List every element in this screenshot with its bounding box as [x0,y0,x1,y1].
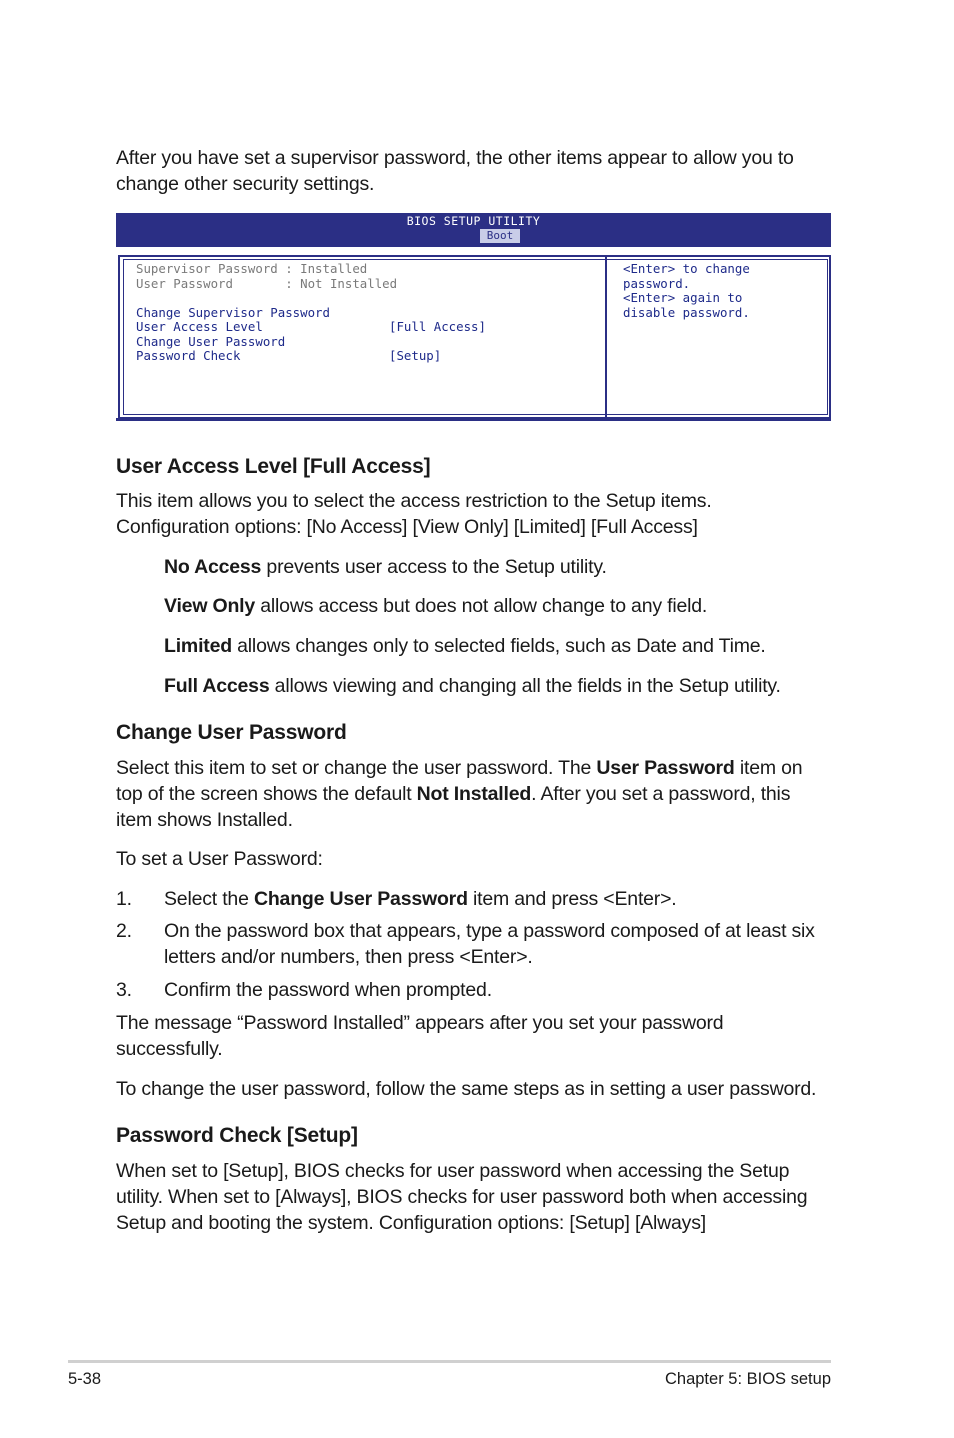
step-text: Confirm the password when prompted. [164,979,492,1001]
footer-rule [68,1360,831,1363]
s2-message-line: The message “Password Installed” appears after you set your password [116,1012,724,1034]
bios-tab-boot[interactable]: Boot [480,229,520,243]
bios-item-password-check[interactable]: Password Check [136,348,241,363]
s1-paragraph-line: This item allows you to select the access restriction to the Setup items. [116,490,712,512]
option-full-access: Full Access allows viewing and changing all the fields in the Setup utility. [164,675,781,697]
bios-header [116,213,831,247]
chapter-title: Chapter 5: BIOS setup [664,1370,831,1388]
option-no-access: No Access prevents user access to the Setup utility. [164,556,607,578]
s3-paragraph-line: When set to [Setup], BIOS checks for user password when accessing the Setup [116,1160,790,1182]
step-number: 3. [116,979,132,1001]
bios-screenshot [116,213,831,421]
s2-paragraph-line: item shows Installed. [116,809,293,831]
step-text: Select the Change User Password item and press <Enter>. [164,888,677,910]
s1-paragraph-line: Configuration options: [No Access] [View Only] [Limited] [Full Access] [116,516,698,538]
bios-help-line: disable password. [623,304,750,320]
bios-help-line: <Enter> again to [623,290,743,305]
option-view-only: View Only allows access but does not allow change to any field. [164,595,708,617]
bios-status-supervisor: Supervisor Password : Installed [136,261,368,276]
s2-change-note: To change the user password, follow the same steps as in setting a user password. [116,1078,817,1100]
step-number: 1. [116,888,132,910]
s3-paragraph-line: utility. When set to [Always], BIOS checks for user password both when accessing [116,1186,808,1208]
s2-paragraph-line: top of the screen shows the default Not Installed. After you set a password, this [116,783,791,805]
heading-change-user-password: Change User Password [116,721,347,744]
bios-value-user-access-level[interactable]: [Full Access] [389,319,486,334]
step-number: 2. [116,920,132,942]
intro-paragraph: After you have set a supervisor password, the other items appear to allow you to change other security settings. [116,147,794,195]
bios-value-password-check[interactable]: [Setup] [389,348,442,363]
heading-user-access-level: User Access Level [Full Access] [116,455,431,478]
heading-password-check: Password Check [Setup] [116,1124,358,1147]
bios-item-user-access-level[interactable]: User Access Level [136,319,263,334]
s3-paragraph-line: Setup and booting the system. Configuration options: [Setup] [Always] [116,1212,706,1234]
bios-item-change-user-password[interactable]: Change User Password [136,333,286,349]
bios-divider [605,257,607,417]
step-text: On the password box that appears, type a password composed of at least six [164,920,815,942]
page-number: 5-38 [68,1370,102,1388]
bios-help-line: password. [623,275,691,291]
s2-message-line: successfully. [116,1038,223,1060]
option-limited: Limited allows changes only to selected fields, such as Date and Time. [164,635,766,657]
bios-item-change-supervisor-password[interactable]: Change Supervisor Password [136,304,330,320]
s2-lead: To set a User Password: [116,848,323,870]
bios-help-line: <Enter> to change [623,261,750,276]
bios-title: BIOS SETUP UTILITY [406,214,541,228]
step-text: letters and/or numbers, then press <Enter>. [164,946,533,968]
s2-paragraph-line: Select this item to set or change the user password. The User Password item on [116,757,803,779]
bios-status-user: User Password : Not Installed [136,275,398,291]
